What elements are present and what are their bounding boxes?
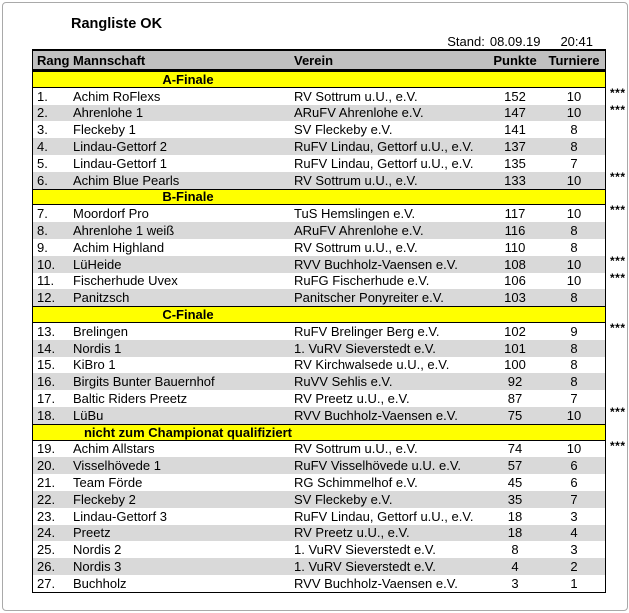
tournaments-cell: 8 (570, 239, 578, 255)
club-cell: 1. VuRV Sieverstedt e.V. (294, 340, 436, 356)
tournaments-cell: 7 (570, 155, 578, 171)
table-row (33, 270, 626, 290)
points-cell: 133 (504, 172, 526, 188)
table-row (33, 239, 605, 256)
stars-marker: *** (610, 253, 626, 268)
table-row (33, 474, 605, 491)
section-label: nicht zum Championat qualifiziert (83, 424, 292, 440)
table-row (33, 404, 626, 424)
club-cell: RuFV Lindau, Gettorf u.U., e.V. (294, 139, 474, 155)
points-cell: 135 (504, 155, 526, 171)
rank-cell: 1. (37, 88, 48, 104)
tournaments-cell: 8 (570, 223, 578, 239)
table-row (33, 541, 605, 558)
team-cell: Team Förde (73, 475, 143, 491)
team-cell: Achim Blue Pearls (73, 172, 180, 188)
stars-marker: *** (610, 85, 626, 100)
points-cell: 75 (507, 407, 523, 423)
points-cell: 102 (504, 323, 526, 339)
rank-cell: 10. (37, 256, 56, 272)
tournaments-cell: 6 (570, 475, 578, 491)
rank-cell: 18. (37, 407, 56, 423)
tournaments-cell: 9 (570, 323, 578, 339)
team-cell: Achim Highland (73, 239, 165, 255)
table-row (33, 320, 626, 340)
tournaments-cell: 3 (570, 508, 578, 524)
tournaments-cell: 3 (570, 542, 578, 558)
stars-marker: *** (610, 203, 626, 218)
rank-cell: 3. (37, 122, 48, 138)
table-row (33, 85, 626, 105)
rank-cell: 15. (37, 357, 56, 373)
team-cell: Achim Allstars (73, 441, 155, 457)
column-header-punkte: Punkte (493, 52, 537, 68)
rank-cell: 21. (37, 475, 56, 491)
table-row (33, 138, 605, 155)
rank-cell: 7. (37, 206, 48, 222)
points-cell: 106 (504, 273, 526, 289)
table-row (33, 575, 605, 592)
column-header-turniere: Turniere (548, 52, 600, 68)
section-header-row (33, 306, 605, 323)
points-cell: 147 (504, 105, 526, 121)
rank-cell: 19. (37, 441, 56, 457)
club-cell: RVV Buchholz-Vaensen e.V. (294, 256, 458, 272)
points-cell: 110 (504, 239, 526, 255)
club-cell: RuFV Lindau, Gettorf u.U., e.V. (294, 508, 474, 524)
rank-cell: 24. (37, 525, 56, 541)
club-cell: 1. VuRV Sieverstedt e.V. (294, 542, 436, 558)
stars-marker: *** (610, 438, 626, 453)
table-row (33, 508, 605, 525)
tournaments-cell: 4 (570, 525, 578, 541)
points-cell: 92 (507, 374, 523, 390)
team-cell: Achim RoFlexs (73, 88, 161, 104)
page-title: Rangliste OK (71, 16, 163, 32)
rank-cell: 17. (37, 391, 56, 407)
table-row (33, 558, 605, 575)
stand-timestamp (447, 34, 593, 49)
tournaments-cell: 7 (570, 491, 578, 507)
club-cell: TuS Hemslingen e.V. (294, 206, 416, 222)
tournaments-cell: 10 (566, 172, 582, 188)
points-cell: 45 (507, 475, 523, 491)
team-cell: Preetz (73, 525, 111, 541)
rank-cell: 4. (37, 139, 48, 155)
team-cell: Birgits Bunter Bauernhof (73, 374, 215, 390)
table-row (33, 457, 605, 474)
points-cell: 108 (504, 256, 526, 272)
team-cell: Fleckeby 1 (73, 122, 136, 138)
club-cell: RV Preetz u.U., e.V. (294, 525, 410, 541)
table-row (33, 169, 626, 189)
points-cell: 141 (504, 122, 526, 138)
rank-cell: 20. (37, 458, 56, 474)
rank-cell: 23. (37, 508, 56, 524)
rank-cell: 26. (37, 559, 56, 574)
table-row (33, 102, 626, 122)
team-cell: Nordis 2 (73, 542, 122, 558)
rank-cell: 11. (37, 273, 55, 289)
section-header-row (33, 189, 605, 206)
points-cell: 18 (507, 508, 523, 524)
tournaments-cell: 1 (570, 575, 578, 591)
column-header-rang: Rang (37, 52, 70, 68)
tournaments-cell: 10 (566, 441, 582, 457)
table-row (33, 525, 605, 542)
rank-cell: 27. (37, 575, 56, 591)
stand-label: Stand: (447, 34, 485, 49)
tournaments-cell: 10 (566, 105, 582, 121)
club-cell: RuFV Lindau, Gettorf u.U., e.V. (294, 155, 474, 171)
section-label: A-Finale (162, 71, 214, 87)
team-cell: LüHeide (73, 256, 122, 272)
rank-cell: 8. (37, 223, 48, 239)
club-cell: RuFG Fischerhude e.V. (294, 273, 430, 289)
club-cell: RuFV Brelinger Berg e.V. (294, 323, 440, 339)
rank-cell: 9. (37, 239, 48, 255)
club-cell: RV Sottrum u.U., e.V. (294, 172, 418, 188)
section-header-row (33, 424, 605, 441)
points-cell: 4 (511, 559, 519, 574)
rank-cell: 12. (37, 290, 56, 306)
club-cell: RV Sottrum u.U., e.V. (294, 239, 418, 255)
points-cell: 18 (507, 525, 523, 541)
points-cell: 35 (507, 491, 523, 507)
tournaments-cell: 8 (570, 139, 578, 155)
table-row (33, 357, 605, 374)
points-cell: 116 (504, 223, 526, 239)
tournaments-cell: 10 (566, 88, 582, 104)
section-label: B-Finale (162, 189, 214, 205)
points-cell: 100 (504, 357, 526, 373)
team-cell: KiBro 1 (73, 357, 116, 373)
team-cell: Panitzsch (73, 290, 130, 306)
team-cell: Moordorf Pro (73, 206, 149, 222)
tournaments-cell: 8 (570, 357, 578, 373)
rank-cell: 2. (37, 105, 48, 121)
section-label: C-Finale (162, 307, 214, 323)
club-cell: RV Sottrum u.U., e.V. (294, 441, 418, 457)
tournaments-cell: 2 (570, 559, 578, 574)
table-row (33, 289, 605, 306)
column-header-mannschaft: Mannschaft (73, 52, 146, 68)
stand-date: 08.09.19 (489, 34, 541, 49)
stand-time: 20:41 (560, 34, 593, 49)
section-header-row (33, 71, 605, 88)
column-header-verein: Verein (294, 52, 334, 68)
team-cell: Brelingen (73, 323, 128, 339)
club-cell: 1. VuRV Sieverstedt e.V. (294, 559, 436, 574)
tournaments-cell: 10 (566, 206, 582, 222)
team-cell: Ahrenlohe 1 weiß (73, 223, 175, 239)
team-cell: Fleckeby 2 (73, 491, 136, 507)
table-row (33, 438, 626, 458)
club-cell: Panitscher Ponyreiter e.V. (294, 290, 444, 306)
stars-marker: *** (610, 169, 626, 184)
table-body (33, 71, 626, 592)
points-cell: 117 (504, 206, 526, 222)
team-cell: Lindau-Gettorf 1 (73, 155, 167, 171)
tournaments-cell: 7 (570, 391, 578, 407)
rank-cell: 25. (37, 542, 56, 558)
stars-marker: *** (610, 404, 626, 419)
club-cell: ARuFV Ahrenlohe e.V. (294, 223, 424, 239)
tournaments-cell: 10 (566, 407, 582, 423)
table-row (33, 203, 626, 222)
team-cell: Nordis 1 (73, 340, 122, 356)
ranking-table (32, 49, 626, 593)
table-row (33, 253, 626, 273)
rank-cell: 5. (37, 155, 48, 171)
rank-cell: 22. (37, 491, 56, 507)
points-cell: 74 (507, 441, 523, 457)
tournaments-cell: 8 (570, 374, 578, 390)
points-cell: 103 (504, 290, 526, 306)
club-cell: RVV Buchholz-Vaensen e.V. (294, 407, 458, 423)
table-row (33, 222, 605, 239)
club-cell: SV Fleckeby e.V. (294, 122, 393, 138)
table-row (33, 491, 605, 508)
table-header-row (33, 51, 605, 71)
table-row (33, 390, 605, 407)
tournaments-cell: 8 (570, 122, 578, 138)
team-cell: Baltic Riders Preetz (73, 391, 188, 407)
table-row (33, 340, 605, 357)
team-cell: Buchholz (73, 575, 127, 591)
tournaments-cell: 6 (570, 458, 578, 474)
rank-cell: 13. (37, 323, 56, 339)
tournaments-cell: 8 (570, 340, 578, 356)
table-row (33, 373, 605, 390)
team-cell: Lindau-Gettorf 2 (73, 139, 167, 155)
rank-cell: 16. (37, 374, 56, 390)
points-cell: 152 (504, 88, 526, 104)
points-cell: 8 (511, 542, 519, 558)
rank-cell: 6. (37, 172, 48, 188)
points-cell: 137 (504, 139, 526, 155)
points-cell: 57 (507, 458, 523, 474)
table-row (33, 155, 605, 172)
club-cell: SV Fleckeby e.V. (294, 491, 393, 507)
tournaments-cell: 8 (570, 290, 578, 306)
tournaments-cell: 10 (566, 256, 582, 272)
table-row (33, 121, 605, 138)
team-cell: LüBu (73, 407, 104, 423)
tournaments-cell: 10 (566, 273, 582, 289)
points-cell: 3 (511, 575, 519, 591)
club-cell: RV Sottrum u.U., e.V. (294, 88, 418, 104)
club-cell: RG Schimmelhof e.V. (294, 475, 418, 491)
club-cell: RV Kirchwalsede u.U., e.V. (294, 357, 450, 373)
team-cell: Fischerhude Uvex (73, 273, 178, 289)
club-cell: ARuFV Ahrenlohe e.V. (294, 105, 424, 121)
club-cell: RuFV Visselhövede u.U. e.V. (294, 458, 461, 474)
stars-marker: *** (610, 102, 626, 117)
team-cell: Lindau-Gettorf 3 (73, 508, 167, 524)
stars-marker: *** (610, 270, 626, 285)
club-cell: RVV Buchholz-Vaensen e.V. (294, 575, 458, 591)
team-cell: Visselhövede 1 (73, 458, 161, 474)
points-cell: 101 (504, 340, 526, 356)
team-cell: Nordis 3 (73, 559, 122, 574)
team-cell: Ahrenlohe 1 (73, 105, 144, 121)
club-cell: RuVV Sehlis e.V. (294, 374, 393, 390)
rank-cell: 14. (37, 340, 56, 356)
club-cell: RV Preetz u.U., e.V. (294, 391, 410, 407)
points-cell: 87 (507, 391, 523, 407)
stars-marker: *** (610, 320, 626, 335)
